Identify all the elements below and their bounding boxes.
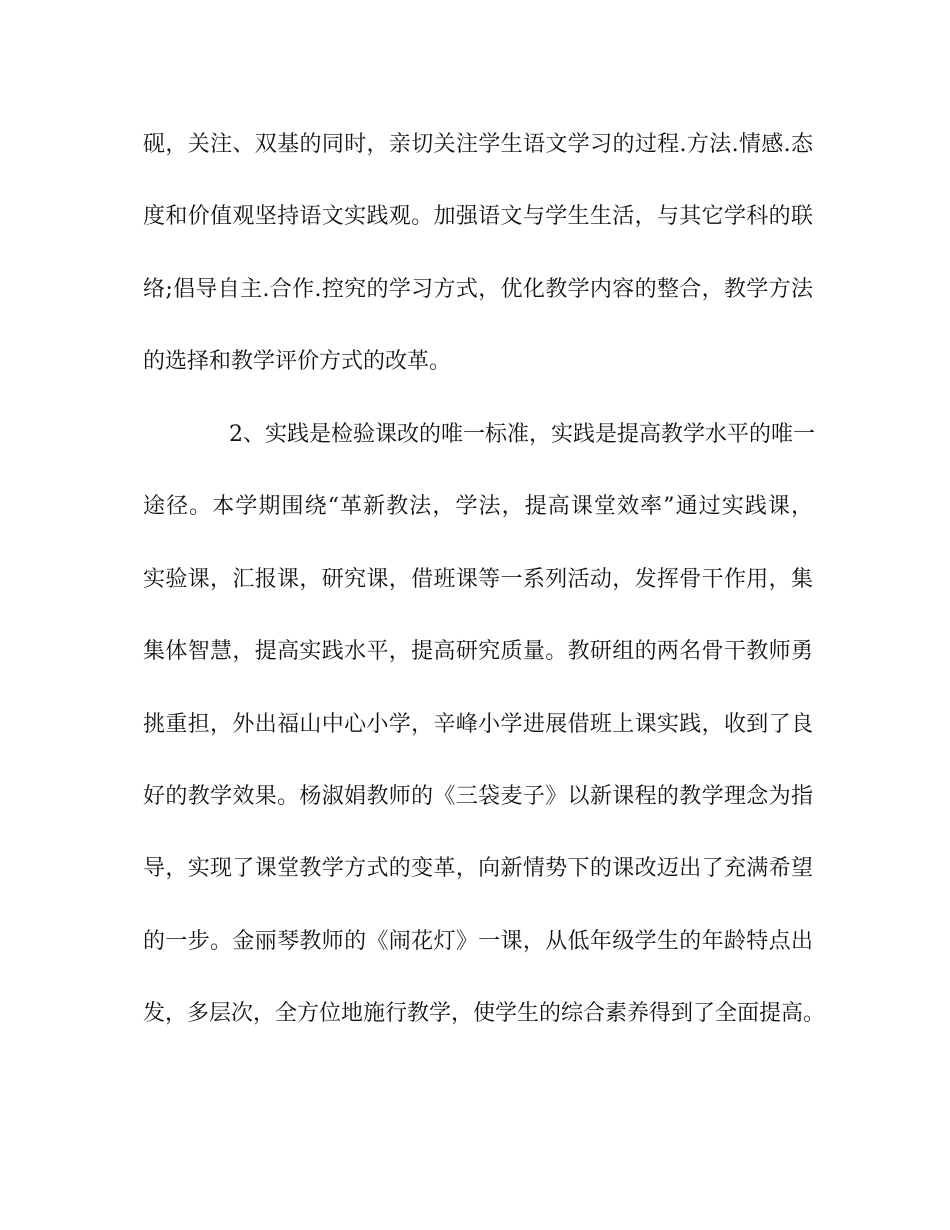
paragraph-line: 集体智慧，提高实践水平，提高研究质量。教研组的两名骨干教师勇 [143,639,813,664]
paragraph-line: 络;倡导自主.合作.控究的学习方式，优化教学内容的整合，教学方法 [143,277,813,302]
paragraph-line: 发，多层次，全方位地施行教学，使学生的综合素养得到了全面提高。 [143,1001,826,1026]
paragraph-line: 的一步。金丽琴教师的《闹花灯》一课，从低年级学生的年龄特点出 [143,929,813,954]
paragraph-line: 2、实践是检验课改的唯一标准，实践是提高教学水平的唯一 [229,422,815,447]
paragraph-line: 导，实现了课堂教学方式的变革，向新情势下的课改迈出了充满希望 [143,856,813,881]
paragraph-line: 度和价值观坚持语文实践观。加强语文与学生生活，与其它学科的联 [143,204,813,229]
paragraph-line: 实验课，汇报课，研究课，借班课等一系列活动，发挥骨干作用，集 [143,567,813,592]
paragraph-line: 途径。本学期围绕“革新教法，学法，提高课堂效率”通过实践课， [143,494,813,519]
paragraph-line: 挑重担，外出福山中心小学，辛峰小学进展借班上课实践，收到了良 [143,712,813,737]
paragraph-line: 砚，关注、双基的同时，亲切关注学生语文学习的过程.方法.情感.态 [143,132,813,157]
paragraph-line: 的选择和教学评价方式的改革。 [143,349,452,374]
paragraph-line: 好的教学效果。杨淑娟教师的《三袋麦子》以新课程的教学理念为指 [143,784,813,809]
